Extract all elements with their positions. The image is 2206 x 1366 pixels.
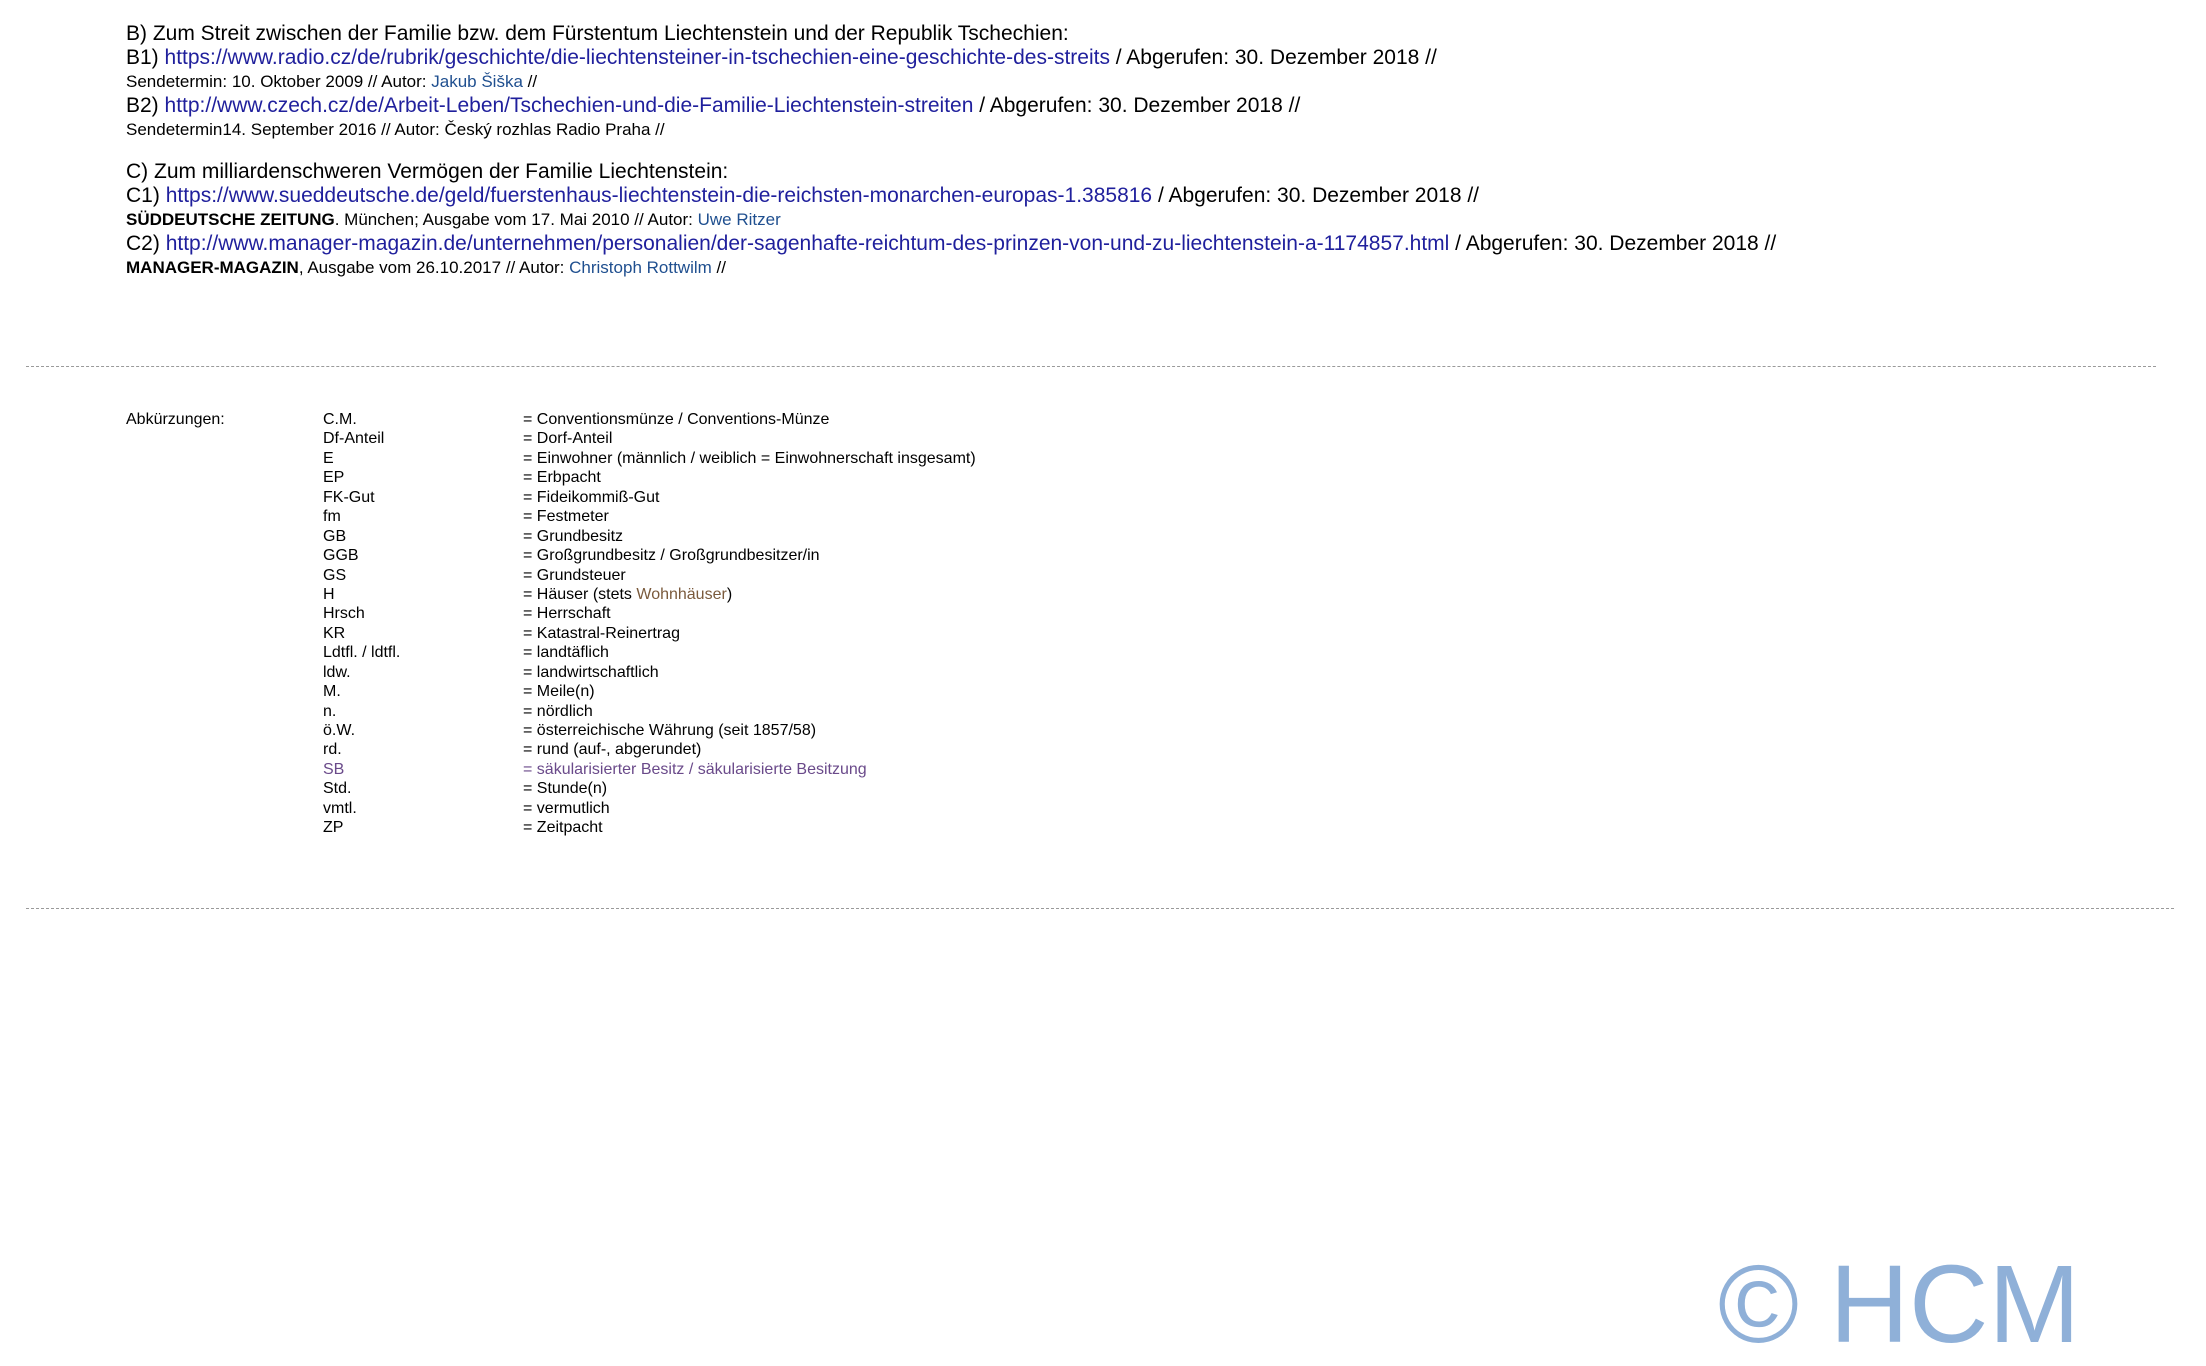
abbreviation-value: = Grundsteuer: [523, 566, 626, 584]
abbreviation-row: [323, 643, 976, 662]
c1-prefix: C1): [126, 184, 166, 207]
abbreviation-key: FK-Gut: [323, 488, 375, 506]
abbreviation-value: = Erbpacht: [523, 469, 601, 487]
abbreviation-value: = Fideikommiß-Gut: [523, 488, 660, 506]
abbreviation-row: [323, 624, 976, 643]
c1-meta: [126, 208, 1776, 232]
c2-meta: [126, 256, 1776, 280]
c1-meta-text: . München; Ausgabe vom 17. Mai 2010 // Autor:: [334, 210, 698, 229]
abbreviation-value-highlight: Wohnhäuser: [636, 585, 727, 603]
abbreviation-row: [323, 449, 976, 468]
abbreviations-table: [323, 410, 976, 838]
b1-meta-text: Sendetermin: 10. Oktober 2009 // Autor:: [126, 72, 432, 91]
copyright-watermark: © HCM: [1718, 1243, 2081, 1366]
section-c-heading: C) Zum milliardenschweren Vermögen der Familie Liechtenstein:: [126, 160, 729, 183]
reference-c2: [126, 232, 1776, 256]
abbreviation-row: [323, 507, 976, 526]
abbreviation-key: fm: [323, 508, 341, 526]
separator-bottom: [26, 908, 2174, 909]
abbreviation-row: [323, 760, 976, 779]
abbreviation-key: E: [323, 449, 334, 467]
b2-link[interactable]: http://www.czech.cz/de/Arbeit-Leben/Tschechien-und-die-Familie-Liechtenstein-streiten: [164, 94, 974, 117]
abbreviation-value: = Dorf-Anteil: [523, 430, 613, 448]
section-b: [126, 22, 1437, 142]
abbreviation-value: = Herrschaft: [523, 605, 611, 623]
b1-link[interactable]: https://www.radio.cz/de/rubrik/geschichte/die-liechtensteiner-in-tschechien-eine-geschichte-des-streits: [164, 46, 1110, 69]
abbreviation-row: [323, 740, 976, 759]
abbreviation-key: n.: [323, 702, 337, 720]
reference-b2: [126, 94, 1437, 118]
c2-meta-text: , Ausgabe vom 26.10.2017 // Autor:: [298, 258, 570, 277]
abbreviation-key: Ldtfl. / ldtfl.: [323, 644, 401, 662]
b2-prefix: B2): [126, 94, 165, 117]
abbreviation-value: = nördlich: [523, 702, 593, 720]
abbreviation-value: = Zeitpacht: [523, 819, 603, 837]
b2-suffix: / Abgerufen: 30. Dezember 2018 //: [973, 94, 1301, 117]
reference-c1: [126, 184, 1776, 208]
abbreviation-row: [323, 779, 976, 798]
abbreviation-key: H: [323, 585, 335, 603]
abbreviation-value: = Conventionsmünze / Conventions-Münze: [523, 411, 830, 428]
abbreviation-row: [323, 663, 976, 682]
abbreviation-key: vmtl.: [323, 799, 357, 817]
b1-meta: [126, 70, 1437, 94]
b1-author: Jakub Šiška: [431, 72, 523, 91]
abbreviation-value: = Meile(n): [523, 683, 595, 701]
abbreviation-key: M.: [323, 683, 341, 701]
abbreviation-value: = vermutlich: [523, 799, 610, 817]
abbreviation-row: [323, 546, 976, 565]
abbreviation-key: ldw.: [323, 663, 351, 681]
abbreviation-value: = Stunde(n): [523, 780, 608, 798]
abbreviation-value: = Großgrundbesitz / Großgrundbesitzer/in: [523, 547, 820, 565]
abbreviation-row: [323, 721, 976, 740]
abbreviation-value: = Katastral-Reinertrag: [523, 624, 680, 642]
abbreviation-key: GGB: [323, 547, 359, 565]
abbreviation-key: KR: [323, 624, 346, 642]
abbreviation-value: = rund (auf-, abgerundet): [523, 741, 702, 759]
abbreviation-key: GS: [323, 566, 347, 584]
abbreviation-value: = säkularisierter Besitz / säkularisierte Besitzung: [523, 760, 867, 778]
abbreviation-row: [323, 488, 976, 507]
abbreviation-key: rd.: [323, 741, 342, 759]
c1-suffix: / Abgerufen: 30. Dezember 2018 //: [1152, 184, 1479, 207]
abbreviation-row: [323, 799, 976, 818]
c2-prefix: C2): [126, 232, 166, 255]
section-c: [126, 160, 1776, 280]
c2-meta-suffix: //: [711, 258, 726, 277]
abbreviation-row: [323, 429, 976, 448]
b2-meta: Sendetermin14. September 2016 // Autor: Český rozhlas Radio Praha //: [126, 120, 665, 139]
abbreviation-row: [323, 566, 976, 585]
abbreviation-value-prefix: = Häuser (stets: [523, 585, 637, 603]
b1-prefix: B1): [126, 46, 165, 69]
abbreviation-key: Hrsch: [323, 605, 365, 623]
abbreviation-key: ö.W.: [323, 722, 356, 739]
abbreviation-row: [323, 468, 976, 487]
abbreviation-value: [523, 585, 732, 604]
abbreviation-value: = Einwohner (männlich / weiblich = Einwohnerschaft insgesamt): [523, 449, 976, 467]
c2-suffix: / Abgerufen: 30. Dezember 2018 //: [1449, 232, 1777, 255]
abbreviation-value: = österreichische Währung (seit 1857/58): [523, 722, 817, 739]
c1-link[interactable]: https://www.sueddeutsche.de/geld/fuerstenhaus-liechtenstein-die-reichsten-monarchen-europas-1.385816: [165, 184, 1153, 207]
section-b-heading: B) Zum Streit zwischen der Familie bzw. dem Fürstentum Liechtenstein und der Republik Tschechien:: [126, 22, 1069, 45]
c1-author: Uwe Ritzer: [697, 210, 781, 229]
c1-publisher: SÜDDEUTSCHE ZEITUNG: [126, 210, 335, 229]
abbreviation-row: [323, 585, 976, 604]
abbreviation-key: Std.: [323, 780, 352, 798]
reference-b1: [126, 46, 1437, 70]
b1-meta-suffix: //: [522, 72, 538, 91]
abbreviation-key: SB: [323, 760, 345, 778]
abbreviations-label: Abkürzungen:: [126, 411, 225, 428]
b1-suffix: / Abgerufen: 30. Dezember 2018 //: [1109, 46, 1437, 69]
abbreviation-key: EP: [323, 469, 345, 487]
c2-author: Christoph Rottwilm: [569, 258, 712, 277]
abbreviation-key: ZP: [323, 819, 344, 837]
abbreviation-value-suffix: ): [726, 585, 733, 603]
abbreviation-row: [323, 682, 976, 701]
abbreviation-value: = landwirtschaftlich: [523, 663, 659, 681]
c2-publisher: MANAGER-MAGAZIN: [126, 258, 299, 277]
separator-top: [26, 366, 2156, 367]
abbreviation-value: = Festmeter: [523, 508, 609, 526]
abbreviation-row: [323, 410, 976, 429]
abbreviation-row: [323, 604, 976, 623]
abbreviation-value: = landtäflich: [523, 644, 609, 662]
abbreviation-key: Df-Anteil: [323, 430, 385, 448]
abbreviation-row: [323, 818, 976, 837]
c2-link[interactable]: http://www.manager-magazin.de/unternehmen/personalien/der-sagenhafte-reichtum-des-prinzen-von-und-zu-liechtenstein-a-1174857.html: [165, 232, 1450, 255]
abbreviation-value: = Grundbesitz: [523, 527, 624, 545]
abbreviation-key: GB: [323, 527, 347, 545]
abbreviation-row: [323, 527, 976, 546]
abbreviation-row: [323, 702, 976, 721]
abbreviation-key: C.M.: [323, 411, 357, 428]
